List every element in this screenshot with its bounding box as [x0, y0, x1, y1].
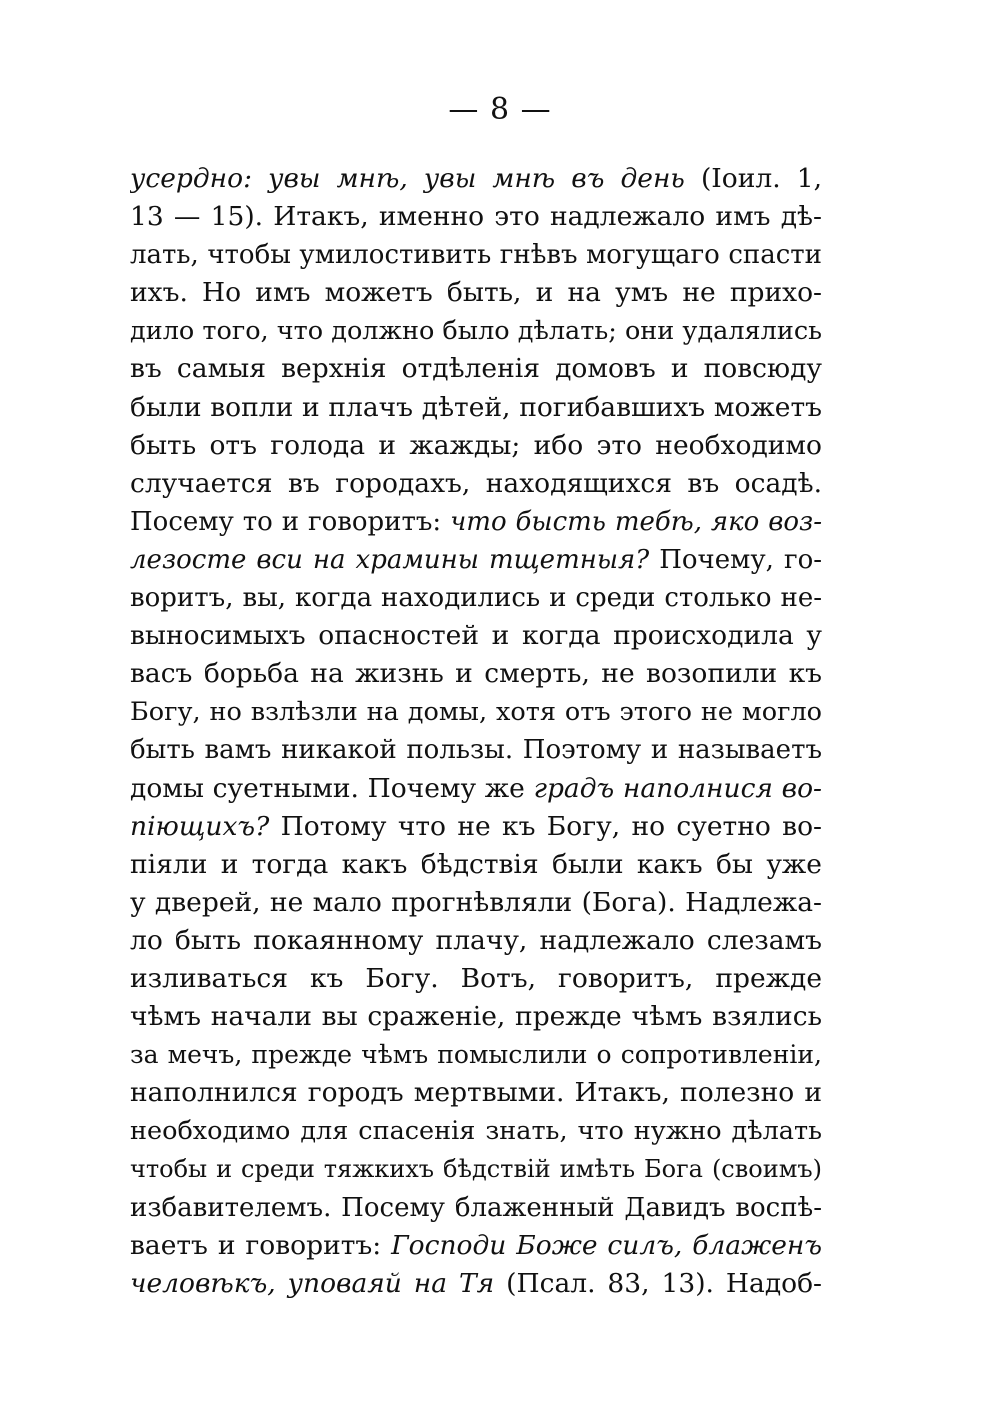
italic-quote: человѣкъ, уповаяй на Тя — [130, 1267, 495, 1299]
italic-quote: Господи Боже силъ, блаженъ — [391, 1229, 822, 1261]
text-run: ваетъ и говоритъ: — [130, 1229, 392, 1261]
text-run: Потому что не къ Богу, но суетно во- — [269, 810, 822, 842]
text-line — [130, 884, 822, 922]
text-run: необходимо для спасенія знать, что нужно дѣлать — [130, 1116, 822, 1147]
text-run: Посему то и говоритъ: — [130, 506, 451, 537]
text-run: чѣмъ начали вы сраженіе, прежде чѣмъ взялись — [130, 1001, 822, 1033]
text-line — [130, 541, 822, 579]
text-run: быть отъ голода и жажды; ибо это необходимо — [130, 429, 822, 461]
text-line — [130, 1036, 822, 1074]
text-run: (Псал. 83, 13). Надоб- — [494, 1267, 822, 1299]
text-line — [130, 1074, 822, 1112]
text-run: въ самыя верхнія отдѣленія домовъ и повсюду — [130, 353, 822, 385]
text-run: выносимыхъ опасностей и когда происходила у — [130, 620, 822, 652]
text-line — [130, 1265, 822, 1303]
text-line — [130, 1189, 822, 1227]
text-run: чтобы и среди тяжкихъ бѣдствій имѣть Бога (своимъ) — [130, 1155, 822, 1184]
text-run: были вопли и плачъ дѣтей, погибавшихъ можетъ — [130, 391, 822, 423]
text-run: наполнился городъ мертвыми. Итакъ, полезно и — [130, 1077, 822, 1109]
text-run: лать, чтобы умилостивить гнѣвъ могущаго спасти — [130, 240, 822, 271]
text-line — [130, 389, 822, 427]
text-line — [130, 655, 822, 693]
text-run: случается въ городахъ, находящихся въ осадѣ. — [130, 467, 822, 499]
text-line — [130, 465, 822, 503]
text-run: васъ борьба на жизнь и смерть, не возопили къ — [130, 658, 822, 690]
text-run: у дверей, не мало прогнѣвляли (Бога). Надлежа- — [130, 886, 822, 918]
text-run: изливаться къ Богу. Вотъ, говоритъ, прежде — [130, 962, 822, 994]
italic-quote: градъ наполнися во- — [533, 772, 822, 804]
text-line — [130, 503, 822, 541]
text-line — [130, 350, 822, 388]
text-line — [130, 922, 822, 960]
text-line — [130, 617, 822, 655]
text-line — [130, 198, 822, 236]
text-line — [130, 236, 822, 274]
text-run: ихъ. Но имъ можетъ быть, и на умъ не прихо- — [130, 277, 822, 309]
text-line — [130, 312, 822, 350]
body-text — [130, 160, 822, 1303]
text-line — [130, 846, 822, 884]
text-run: за мечъ, прежде чѣмъ помыслили о сопротивленіи, — [130, 1040, 822, 1070]
text-line — [130, 1112, 822, 1150]
text-run: воритъ, вы, когда находились и среди столько не- — [130, 583, 822, 614]
text-run: Богу, но взлѣзли на домы, хотя отъ этого не могло — [130, 697, 822, 728]
text-line — [130, 579, 822, 617]
italic-quote: усердно: увы мнѣ, увы мнѣ въ день — [130, 163, 685, 194]
text-line — [130, 960, 822, 998]
text-run: піяли и тогда какъ бѣдствія были какъ бы уже — [130, 848, 822, 880]
text-run: ло быть покаянному плачу, надлежало слезамъ — [130, 924, 822, 956]
text-line — [130, 693, 822, 731]
italic-quote: піющихъ? — [130, 810, 270, 842]
text-line — [130, 1227, 822, 1265]
text-run: домы суетными. Почему же — [130, 772, 534, 804]
text-line — [130, 274, 822, 312]
text-run: дило того, что должно было дѣлать; они удалялись — [130, 316, 822, 347]
text-line — [130, 427, 822, 465]
text-line — [130, 770, 822, 808]
text-line — [130, 1150, 822, 1188]
text-run: избавителемъ. Посему блаженный Давидъ воспѣ- — [130, 1192, 822, 1223]
page-number: — 8 — — [448, 92, 552, 127]
text-line — [130, 731, 822, 769]
text-run: быть вамъ никакой пользы. Поэтому и называетъ — [130, 735, 822, 766]
text-run: 13 — 15). Итакъ, именно это надлежало имъ дѣ- — [130, 201, 822, 233]
italic-quote: лезосте вси на храмины тщетныя? — [130, 544, 650, 575]
text-line — [130, 808, 822, 846]
text-line — [130, 998, 822, 1036]
italic-quote: что бысть тебѣ, яко воз- — [450, 506, 822, 537]
text-line — [130, 160, 822, 198]
text-run: Почему, го- — [649, 544, 822, 575]
text-run: (Іоил. 1, — [684, 163, 822, 194]
